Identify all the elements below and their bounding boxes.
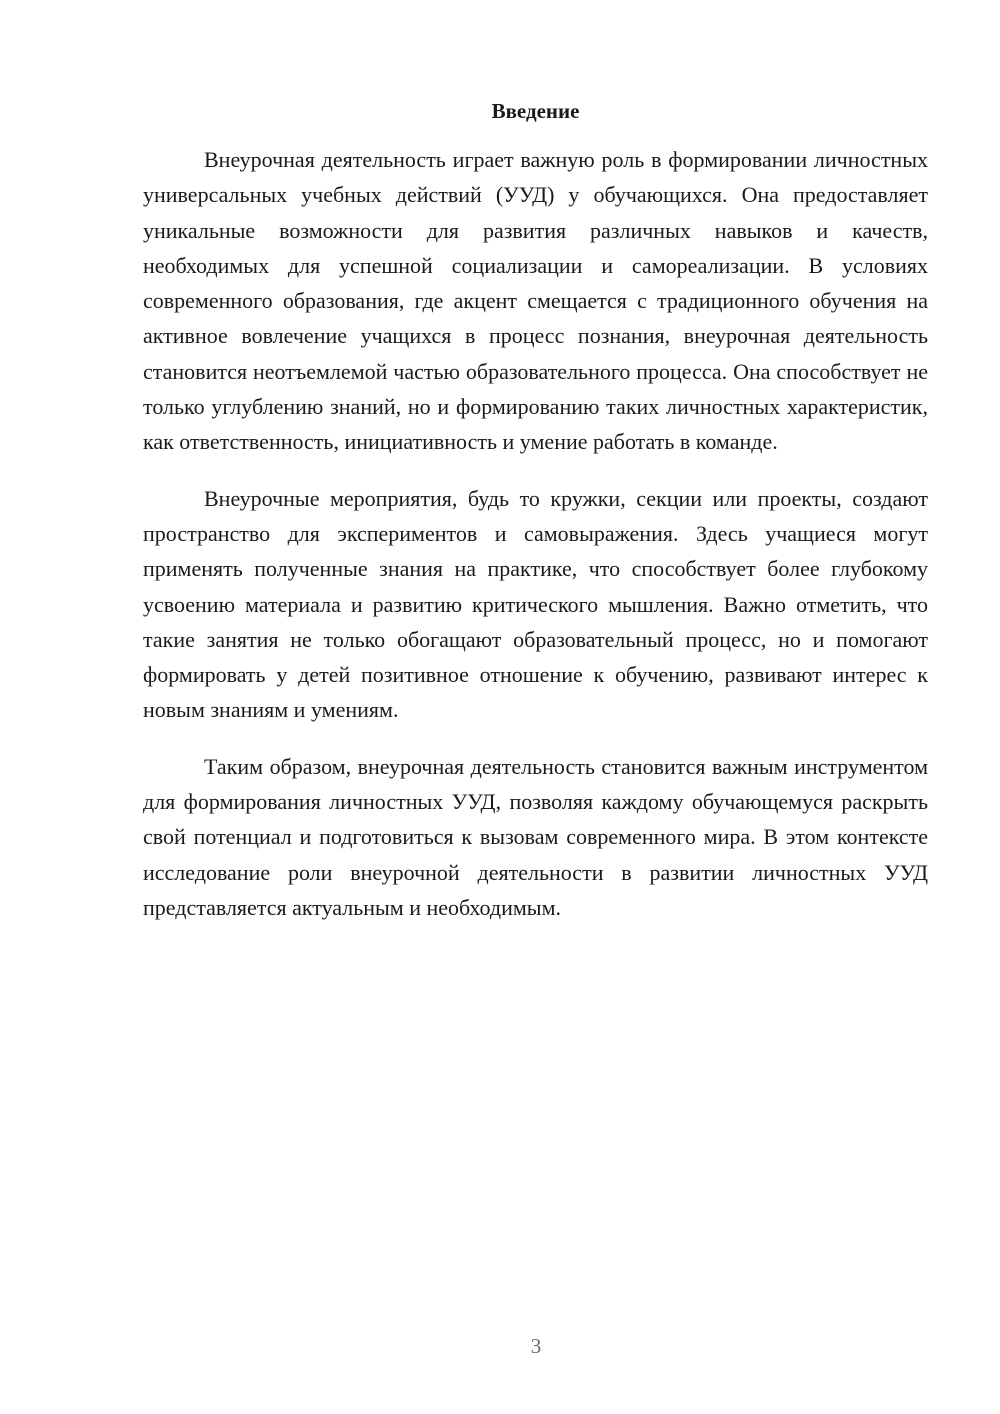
- paragraph-1: Внеурочная деятельность играет важную роль в формировании личностных универсальных учебных действий (УУД) у обучающихся. Она предоставляет уникальные возможности для развития различных навыков и качеств, необходимых для успешной социализации и самореализации. В условиях современного образования, где акцент смещается с традиционного обучения на активное вовлечение учащихся в процесс познания, внеурочная деятельность становится неотъемлемой частью образовательного процесса. Она способствует не только углублению знаний, но и формированию таких личностных характеристик, как ответственность, инициативность и умение работать в команде.: [143, 147, 928, 455]
- page-number: 3: [530, 1334, 542, 1358]
- section-heading: Введение: [491, 99, 580, 123]
- body-text: [143, 142, 928, 946]
- paragraph-2: Внеурочные мероприятия, будь то кружки, секции или проекты, создают пространство для экспериментов и самовыражения. Здесь учащиеся могут применять полученные знания на практике, что способствует более глубокому усвоению материала и развитию критического мышления. Важно отметить, что такие занятия не только обогащают образовательный процесс, но и помогают формировать у детей позитивное отношение к обучению, развивают интерес к новым знаниям и умениям.: [143, 485, 928, 723]
- paragraph-3: Таким образом, внеурочная деятельность становится важным инструментом для формирования личностных УУД, позволяя каждому обучающемуся раскрыть свой потенциал и подготовиться к вызовам современного мира. В этом контексте исследование роли внеурочной деятельности в развитии личностных УУД представляется актуальным и необходимым.: [143, 753, 928, 920]
